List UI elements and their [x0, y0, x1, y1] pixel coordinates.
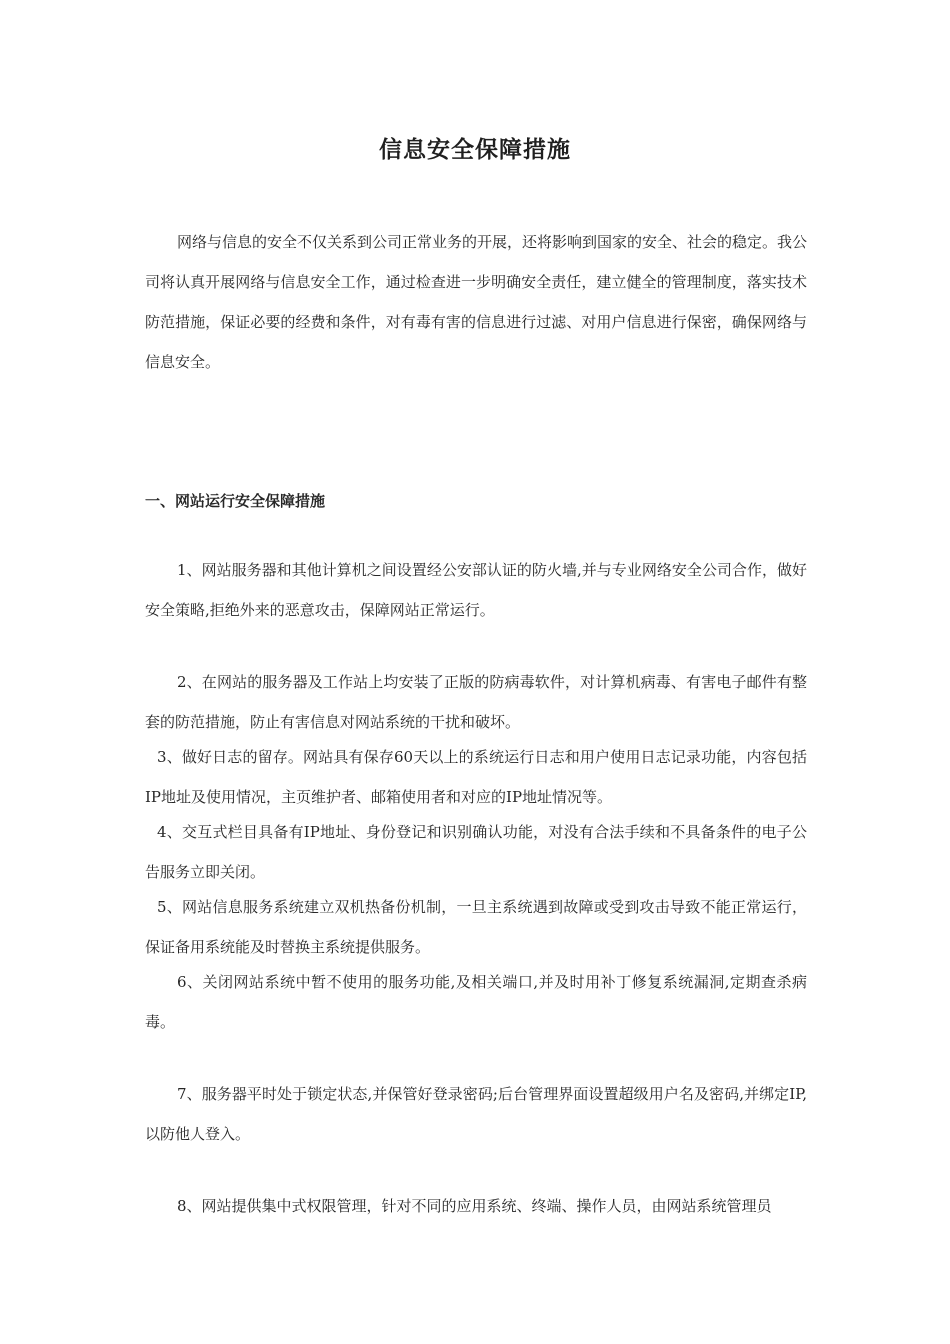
section-heading: 一、网站运行安全保障措施	[145, 492, 326, 510]
list-item: 4、交互式栏目具备有IP地址、身份登记和识别确认功能，对没有合法手续和不具备条件的电子公告服务立即关闭。	[145, 823, 807, 881]
intro-paragraph: 网络与信息的安全不仅关系到公司正常业务的开展，还将影响到国家的安全、社会的稳定。我公司将认真开展网络与信息安全工作，通过检查进一步明确安全责任，建立健全的管理制度，落实技术防范措施，保证必要的经费和条件，对有毒有害的信息进行过滤、对用户信息进行保密，确保网络与信息安全。	[145, 233, 808, 371]
list-item: 5、网站信息服务系统建立双机热备份机制，一旦主系统遇到故障或受到攻击导致不能正常运行，保证备用系统能及时替换主系统提供服务。	[145, 898, 807, 956]
list-item: 2、在网站的服务器及工作站上均安装了正版的防病毒软件，对计算机病毒、有害电子邮件有整套的防范措施，防止有害信息对网站系统的干扰和破坏。	[145, 673, 807, 731]
document-title: 信息安全保障措施	[379, 136, 571, 163]
list-item: 7、服务器平时处于锁定状态,并保管好登录密码;后台管理界面设置超级用户名及密码,并绑定IP,以防他人登入。	[145, 1085, 807, 1143]
list-item: 6、关闭网站系统中暂不使用的服务功能,及相关端口,并及时用补丁修复系统漏洞,定期查杀病毒。	[145, 973, 807, 1031]
list-item: 3、做好日志的留存。网站具有保存60天以上的系统运行日志和用户使用日志记录功能，内容包括IP地址及使用情况，主页维护者、邮箱使用者和对应的IP地址情况等。	[145, 748, 807, 806]
list-item: 1、网站服务器和其他计算机之间设置经公安部认证的防火墙,并与专业网络安全公司合作，做好安全策略,拒绝外来的恶意攻击，保障网站正常运行。	[145, 561, 807, 619]
list-item: 8、网站提供集中式权限管理，针对不同的应用系统、终端、操作人员，由网站系统管理员	[177, 1197, 772, 1215]
